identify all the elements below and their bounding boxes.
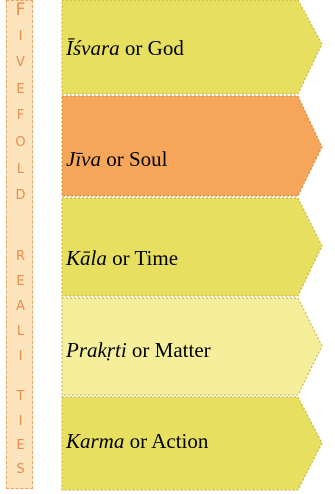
term-isvara: Īśvara: [66, 36, 120, 60]
connector: or: [124, 36, 143, 60]
term-prakrti: Prakṛti: [66, 338, 127, 362]
meaning-god: God: [147, 36, 184, 60]
term-kala: Kāla: [66, 246, 107, 270]
sidebar-letter: S: [16, 462, 25, 477]
sidebar-letter: L: [16, 324, 25, 339]
connector: or: [112, 246, 130, 270]
meaning-matter: Matter: [154, 338, 211, 362]
reality-label-kala: [66, 246, 178, 270]
term-karma: Karma: [66, 429, 125, 453]
sidebar-letter: I: [18, 414, 23, 429]
sidebar-letter: D: [15, 188, 26, 203]
sidebar-letter: I: [18, 29, 23, 44]
reality-label-karma: [66, 429, 208, 453]
connector: or: [106, 147, 124, 171]
reality-label-jiva: [66, 147, 168, 171]
reality-label-isvara: [66, 36, 184, 60]
sidebar-letter: T: [16, 389, 25, 404]
sidebar-letter: R: [15, 249, 26, 264]
meaning-soul: Soul: [128, 147, 168, 171]
sidebar-letter: V: [16, 55, 25, 70]
sidebar-letter: L: [16, 162, 25, 177]
sidebar-letter: F: [16, 108, 25, 123]
sidebar-letter: E: [16, 438, 25, 453]
sidebar-letter: F: [15, 0, 26, 20]
meaning-action: Action: [151, 429, 209, 453]
connector: or: [131, 338, 150, 362]
sidebar-letter: O: [15, 135, 26, 150]
arrow-shape-jiva: [62, 96, 322, 196]
term-jiva: Jīva: [66, 147, 101, 171]
sidebar-letter: E: [16, 274, 25, 289]
reality-label-prakrti: [66, 338, 211, 362]
connector: or: [129, 429, 148, 453]
sidebar-letter: I: [18, 349, 23, 364]
meaning-time: Time: [134, 246, 179, 270]
sidebar-letter: A: [16, 299, 25, 314]
sidebar-letter: E: [16, 82, 25, 97]
